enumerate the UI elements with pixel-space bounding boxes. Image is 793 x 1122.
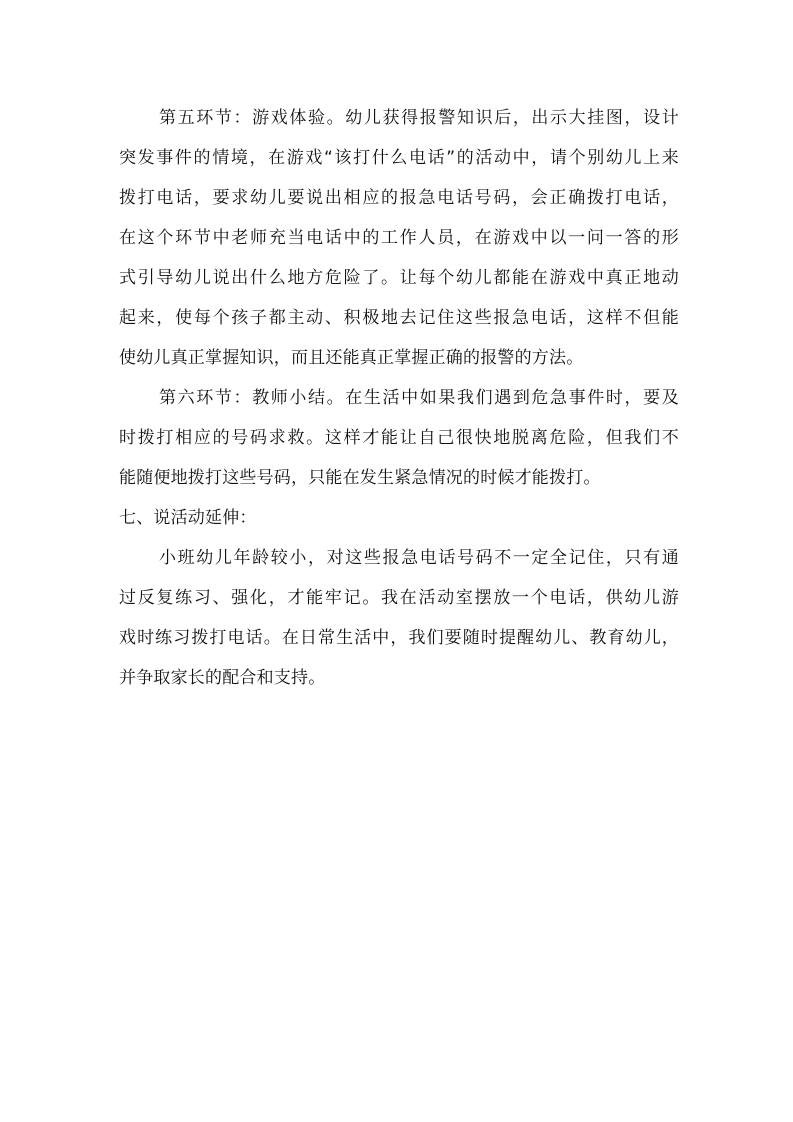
text-line: 小班幼儿年龄较小，对这些报急电话号码不一定全记住，只有通 [159, 548, 679, 568]
text-line: 拨打电话，要求幼儿要说出相应的报急电话号码，会正确拨打电话， [119, 188, 679, 208]
text-line: 起来，使每个孩子都主动、积极地去记住这些报急电话，这样不但能 [119, 308, 679, 328]
text-line: 并争取家长的配合和支持。 [119, 668, 326, 688]
text-line: 式引导幼儿说出什么地方危险了。让每个幼儿都能在游戏中真正地动 [119, 268, 679, 288]
text-line: 时拨打相应的号码求救。这样才能让自己很快地脱离危险，但我们不 [119, 428, 679, 448]
text-line: 能随便地拨打这些号码，只能在发生紧急情况的时候才能拨打。 [119, 468, 601, 488]
text-line: 戏时练习拨打电话。在日常生活中，我们要随时提醒幼儿、教育幼儿， [119, 628, 679, 648]
text-line: 第五环节：游戏体验。幼儿获得报警知识后，出示大挂图，设计 [159, 108, 679, 128]
text-line: 使幼儿真正掌握知识，而且还能真正掌握正确的报警的方法。 [119, 348, 584, 368]
text-line: 在这个环节中老师充当电话中的工作人员，在游戏中以一问一答的形 [119, 228, 679, 248]
document-page [119, 98, 679, 698]
text-line: 第六环节：教师小结。在生活中如果我们遇到危急事件时，要及 [159, 388, 679, 408]
text-line: 突发事件的情境，在游戏“该打什么电话”的活动中，请个别幼儿上来 [119, 148, 679, 168]
paragraph-extension-body [119, 538, 679, 698]
section-heading-activity-extension [119, 498, 679, 538]
text-line: 过反复练习、强化，才能牢记。我在活动室摆放一个电话，供幼儿游 [119, 588, 679, 608]
paragraph-stage-five [119, 98, 679, 378]
section-heading: 七、说活动延伸： [119, 508, 257, 528]
paragraph-stage-six [119, 378, 679, 498]
